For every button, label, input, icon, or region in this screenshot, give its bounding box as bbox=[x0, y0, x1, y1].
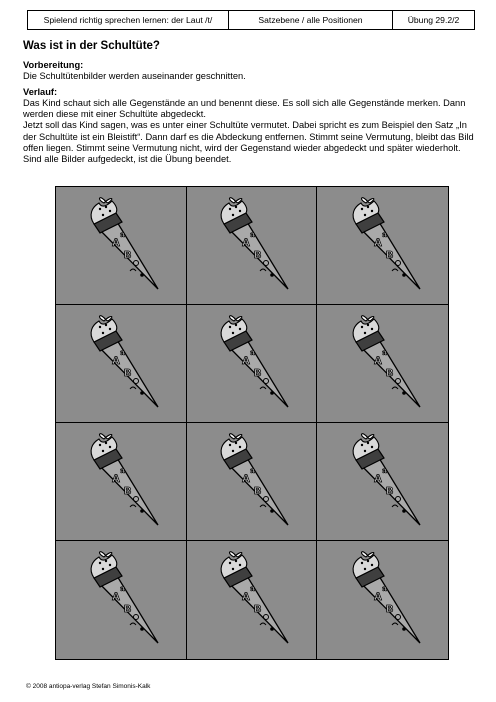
verlauf-label: Verlauf: bbox=[23, 86, 58, 97]
school-cone-icon bbox=[66, 191, 176, 301]
header-series-title: Spielend richtig sprechen lernen: der Laut /t/ bbox=[28, 11, 229, 29]
school-cone-grid bbox=[55, 186, 449, 660]
worksheet-header bbox=[27, 10, 475, 30]
grid-tile[interactable] bbox=[56, 423, 187, 541]
school-cone-icon bbox=[196, 191, 306, 301]
school-cone-icon bbox=[66, 427, 176, 537]
grid-tile[interactable] bbox=[317, 423, 448, 541]
grid-tile[interactable] bbox=[317, 187, 448, 305]
school-cone-icon bbox=[196, 427, 306, 537]
grid-tile[interactable] bbox=[56, 305, 187, 423]
grid-tile[interactable] bbox=[56, 187, 187, 305]
school-cone-icon bbox=[196, 545, 306, 655]
instructions bbox=[23, 60, 475, 166]
grid-tile[interactable] bbox=[56, 541, 187, 659]
grid-tile[interactable] bbox=[187, 541, 318, 659]
page-title: Was ist in der Schultüte? bbox=[23, 40, 160, 52]
grid-tile[interactable] bbox=[317, 305, 448, 423]
grid-tile[interactable] bbox=[317, 541, 448, 659]
vorbereitung-label: Vorbereitung: bbox=[23, 60, 84, 70]
header-exercise-number: Übung 29.2/2 bbox=[407, 15, 460, 25]
verlauf-paragraph-1: Das Kind schaut sich alle Gegenstände an und benennt diese. Es soll sich alle Gegenstände merken. Dann werden diese mit einer Schultüte abgedeckt. bbox=[23, 97, 466, 120]
grid-tile[interactable] bbox=[187, 187, 318, 305]
school-cone-icon bbox=[328, 191, 438, 301]
verlauf-paragraph-3: Sind alle Bilder aufgedeckt, ist die Übung beendet. bbox=[23, 154, 232, 165]
verlauf-paragraph-2: Jetzt soll das Kind sagen, was es unter einer Schultüte vermutet. Dabei spricht es zum Beispiel den Satz „In der Schultüte ist ein Bleistift“. Dann darf es die Abdeckung entfernen. Stimmt seine Vermutung, bleibt das Bild offen liegen. Stimmt seine Vermutung nicht, wird der Gegenstand wieder abgedeckt und später wiederholt. bbox=[23, 120, 474, 154]
school-cone-icon bbox=[66, 545, 176, 655]
header-level: Satzebene / alle Positionen bbox=[229, 11, 393, 29]
vorbereitung-text: Die Schultütenbilder werden auseinander geschnitten. bbox=[23, 71, 246, 82]
grid-tile[interactable] bbox=[187, 305, 318, 423]
school-cone-icon bbox=[328, 545, 438, 655]
grid-tile[interactable] bbox=[187, 423, 318, 541]
school-cone-icon bbox=[196, 309, 306, 419]
school-cone-icon bbox=[66, 309, 176, 419]
copyright-footer: © 2008 antiopa-verlag Stefan Simonis-Kalk bbox=[26, 683, 151, 690]
school-cone-icon bbox=[328, 427, 438, 537]
school-cone-icon bbox=[328, 309, 438, 419]
